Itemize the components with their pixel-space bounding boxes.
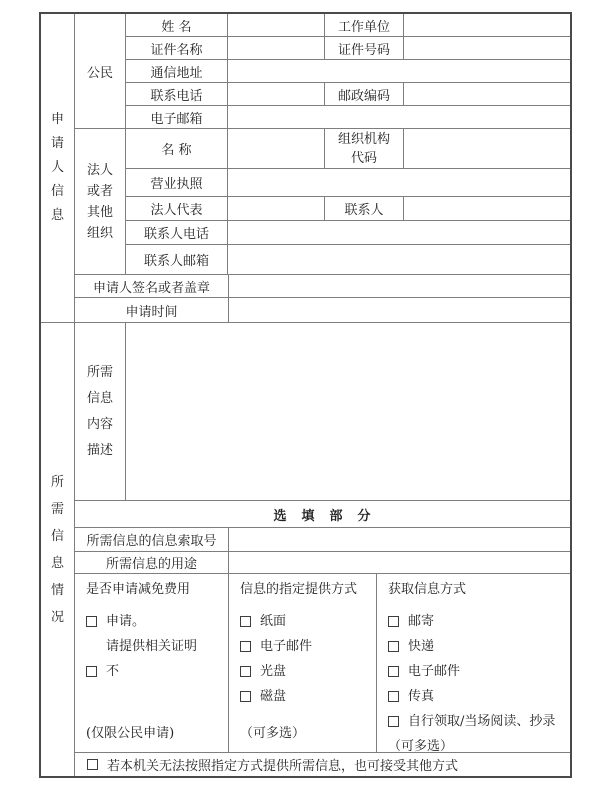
fallback-note: 若本机关无法按照指定方式提供所需信息，也可接受其他方式 [107,759,459,774]
delivery-method-title: 信息的指定提供方式 [240,582,358,597]
table-row [75,528,570,552]
delivery-disk-label: 磁盘 [260,689,287,704]
description-input-cell[interactable] [126,323,570,500]
table-row [126,14,570,37]
email-label: 电子邮箱 [126,106,228,128]
delivery-email-option[interactable] [240,638,312,655]
options-row [75,574,570,753]
postcode-label: 邮政编码 [325,83,404,105]
index-number-label: 所需信息的信息索取号 [75,528,229,551]
required-info-section-label-cell [41,323,75,776]
delivery-paper-checkbox[interactable] [240,616,251,627]
obtain-fax-checkbox[interactable] [388,691,399,702]
fallback-option-row [75,753,570,776]
fee-apply-note: 请提供相关证明 [106,639,198,654]
table-row [75,552,570,574]
obtain-mail-option[interactable] [388,613,434,630]
contact-input-cell[interactable] [404,197,570,220]
obtain-mail-checkbox[interactable] [388,616,399,627]
contact-phone-label: 联系人电话 [126,221,228,244]
obtain-selfpickup-checkbox[interactable] [388,716,399,727]
table-row [126,129,570,169]
phone-input-cell[interactable] [228,83,325,105]
signature-label: 申请人签名或者盖章 [75,275,229,297]
address-label: 通信地址 [126,60,228,82]
obtain-mail-label: 邮寄 [408,614,435,629]
delivery-cd-label: 光盘 [260,664,287,679]
application-form-table [39,12,572,778]
work-unit-label: 工作单位 [325,14,404,36]
fee-waiver-column [75,574,229,752]
obtain-email-option[interactable] [388,663,460,680]
table-row [126,169,570,197]
fee-waiver-footnote: (仅限公民申请) [86,726,175,741]
citizen-group-label-cell [75,14,126,128]
required-info-section-label: 所需信息情况 [50,474,64,625]
obtain-fax-option[interactable] [388,688,434,705]
obtain-email-label: 电子邮件 [408,664,461,679]
org-name-input-cell[interactable] [228,129,325,168]
phone-label: 联系电话 [126,83,228,105]
delivery-disk-checkbox[interactable] [240,691,251,702]
required-info-section [41,323,570,776]
obtain-selfpickup-label: 自行领取/当场阅读、抄录 [408,714,556,729]
delivery-method-column [229,574,377,752]
date-input-cell[interactable] [229,298,570,322]
obtain-method-title: 获取信息方式 [388,582,467,597]
optional-header-row [75,501,570,528]
table-row [75,298,570,322]
legal-rep-input-cell[interactable] [228,197,325,220]
contact-email-input-cell[interactable] [228,245,570,274]
id-number-input-cell[interactable] [404,37,570,59]
description-row [75,323,570,501]
fee-apply-option[interactable] [86,613,145,630]
table-row [126,83,570,106]
org-code-input-cell[interactable] [404,129,570,168]
table-row [75,275,570,298]
work-unit-input-cell[interactable] [404,14,570,36]
license-label: 营业执照 [126,169,228,196]
description-label: 所需信息内容描述 [86,364,113,458]
delivery-disk-option[interactable] [240,688,286,705]
contact-label: 联系人 [325,197,404,220]
address-input-cell[interactable] [228,60,570,82]
date-label: 申请时间 [75,298,229,322]
obtain-email-checkbox[interactable] [388,666,399,677]
fallback-checkbox[interactable] [87,759,98,770]
id-number-label: 证件号码 [325,37,404,59]
fee-no-checkbox[interactable] [86,666,97,677]
organization-group-label: 法人或者其他组织 [86,162,113,241]
legal-rep-label: 法人代表 [126,197,228,220]
name-label: 姓 名 [126,14,228,36]
citizen-group [75,14,570,129]
email-input-cell[interactable] [228,106,570,128]
table-row [126,245,570,274]
contact-phone-input-cell[interactable] [228,221,570,244]
applicant-section-label: 申请人信息 [50,112,64,223]
fee-no-option[interactable] [86,663,119,680]
contact-email-label: 联系人邮箱 [126,245,228,274]
obtain-method-footnote: （可多选） [388,739,454,754]
purpose-label: 所需信息的用途 [75,552,229,573]
obtain-express-checkbox[interactable] [388,641,399,652]
org-code-label-cell [325,129,404,168]
delivery-cd-option[interactable] [240,663,286,680]
id-type-label: 证件名称 [126,37,228,59]
table-row [126,106,570,128]
delivery-paper-label: 纸面 [260,614,287,629]
postcode-input-cell[interactable] [404,83,570,105]
org-code-label: 组织机构代码 [337,131,390,166]
description-label-cell [75,323,126,500]
fee-apply-label: 申请。 [106,614,146,629]
table-row [126,197,570,221]
obtain-method-column [377,574,570,752]
fee-apply-checkbox[interactable] [86,616,97,627]
table-row [126,37,570,60]
applicant-section [41,14,570,323]
optional-section-header: 选 填 部 分 [273,508,372,524]
fee-no-label: 不 [106,664,120,679]
purpose-input-cell[interactable] [229,552,570,573]
applicant-section-label-cell [41,14,75,322]
name-input-cell[interactable] [228,14,325,36]
fee-waiver-title: 是否申请减免费用 [86,582,191,597]
table-row [126,221,570,245]
obtain-selfpickup-option[interactable] [388,713,555,730]
id-type-input-cell[interactable] [228,37,325,59]
obtain-fax-label: 传真 [408,689,435,704]
org-name-label: 名 称 [126,129,228,168]
signature-input-cell[interactable] [229,275,570,297]
delivery-email-checkbox[interactable] [240,641,251,652]
obtain-express-label: 快递 [408,639,435,654]
delivery-email-label: 电子邮件 [260,639,313,654]
organization-group-label-cell [75,129,126,274]
delivery-cd-checkbox[interactable] [240,666,251,677]
table-row [126,60,570,83]
index-number-input-cell[interactable] [229,528,570,551]
obtain-express-option[interactable] [388,638,434,655]
organization-group [75,129,570,275]
delivery-paper-option[interactable] [240,613,286,630]
delivery-method-footnote: （可多选） [240,726,306,741]
license-input-cell[interactable] [228,169,570,196]
citizen-group-label: 公民 [86,65,113,81]
